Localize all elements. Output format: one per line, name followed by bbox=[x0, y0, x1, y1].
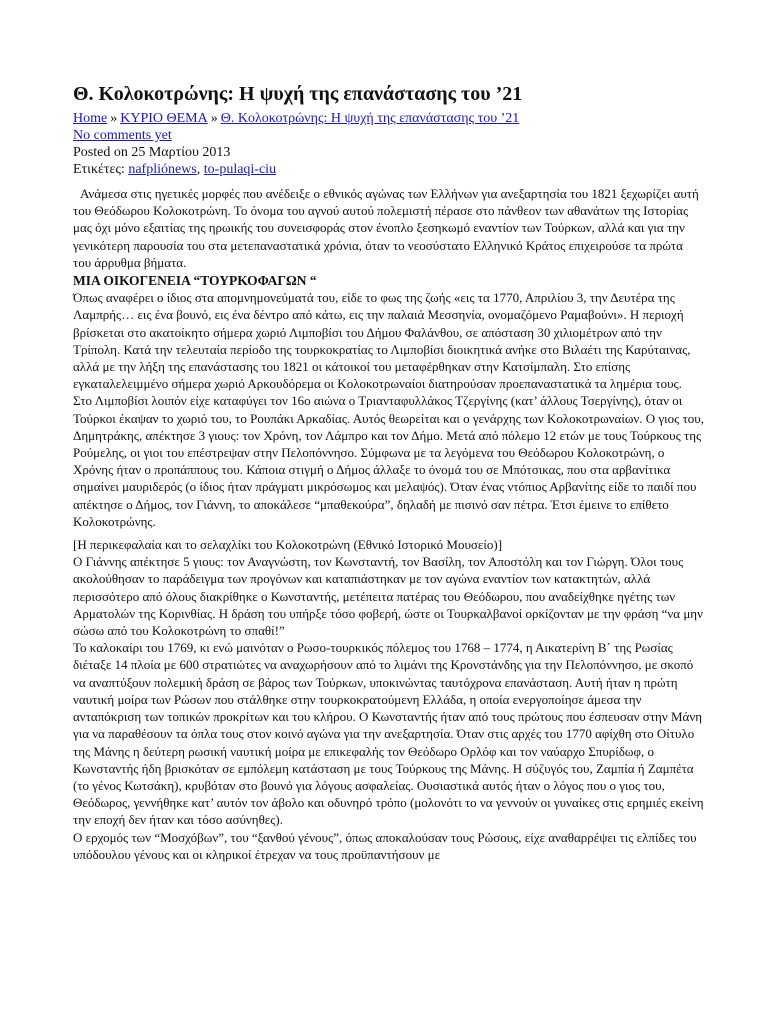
breadcrumb-article-link[interactable]: Θ. Κολοκοτρώνης: Η ψυχή της επανάστασης του ’21 bbox=[220, 111, 520, 126]
section-heading: ΜΙΑ ΟΙΚΟΓΕΝΕΙΑ “ΤΟΥΡΚΟΦΑΓΩΝ “ bbox=[73, 273, 317, 289]
breadcrumb-separator: » bbox=[110, 111, 118, 126]
tag-link[interactable]: nafpliónews bbox=[128, 162, 197, 177]
tag-link[interactable]: to-pulaqi-ciu bbox=[203, 162, 277, 177]
intro-paragraph: Ανάμεσα στις ηγετικές μορφές που ανέδειξε ο εθνικός αγώνας των Ελλήνων για ανεξαρτησία του 1821 ξεχωρίζει αυτή του Θεόδωρου Κολοκοτρώνη. Το όνομα του αγνού αυτού πολεμιστή πέρασε στο πάνθεον των αθανάτων της Ιστορίας μας όχι μόνο εξαιτίας της ηρωικής του συνεισφοράς στον ένοπλο ξεσηκωμό εναντίον των Τούρκων, αλλά και για την γενικότερη παρουσία του στα μετεπαναστατικά χρόνια, όταν το νεοσύστατο Ελληνικό Κράτος επιχειρούσε τα πρώτα του άρρυθμα βήματα. bbox=[73, 186, 699, 270]
body-paragraph: Ο Γιάννης απέκτησε 5 γιους: τον Αναγνώστη, τον Κωνσταντή, τον Βασίλη, τον Αποστόλη και τον Γιώργη. Όλοι τους ακολούθησαν το παράδειγμα των προγόνων και καταπιάστηκαν με τον αγώνα εναντίον των κατακτητών, αλλά περισσότερο από όλους διακρίθηκε ο Κωνσταντής, μετέπειτα πατέρας του Θεόδωρου, που αναδείχθηκε ηγέτης των Αρματολών της Κορινθίας. Η δράση του υπήρξε τόσο φοβερή, ώστε οι Τουρκαλβανοί ορκίζονταν με την φράση “να μην σώσω από του Κολοκοτρώνη το σπαθί!” bbox=[73, 554, 703, 639]
breadcrumb-home-link[interactable]: Home bbox=[73, 111, 108, 126]
comments-link[interactable]: No comments yet bbox=[73, 128, 172, 143]
breadcrumb bbox=[73, 110, 704, 127]
image-caption: [Η περικεφαλαία και το σελαχλίκι του Κολοκοτρώνη (Εθνικό Ιστορικό Μουσείο)] bbox=[73, 537, 503, 553]
body-paragraph: Το καλοκαίρι του 1769, κι ενώ μαινόταν ο Ρωσο-τουρκικός πόλεμος του 1768 – 1774, η Αικατερίνη Β΄ της Ρωσίας διέταξε 14 πλοία με 600 στρατιώτες να αναχωρήσουν από το λιμάνι της Κρονστάνδης για την Πελοπόννησο, με σκοπό να αναπτύξουν πολεμική δράση σε βάρος των Τούρκων, υποκινώντας ταυτόχρονα επανάσταση. Αυτή ήταν η πρώτη ναυτική μοίρα των Ρώσων που στάλθηκε στην τουρκοκρατούμενη Ελλάδα, η οποία ενεργοποίησε άμεσα την ανταπόκριση των τοπικών προκρίτων και του κλήρου. Ο Κωνσταντής ήταν από τους πρώτους που έσπευσαν στην Μάνη για να παραθέσουν τα όπλα τους στον κοινό αγώνα για την ανεξαρτησία. Όταν στις αρχές του 1770 αφίχθη στο Οίτυλο της Μάνης η δεύτερη ρωσική ναυτική μοίρα με επικεφαλής τον Θεόδωρο Ορλόφ και τον ναύαρχο Σπυρίδωφ, ο Κωνσταντής ήδη βρισκόταν σε εμπόλεμη κατάσταση με τους Τούρκους της Μάνης. Η σύζυγός του, Ζαμπία ή Ζαμπέτα (το γένος Κωτσάκη), κρυβόταν στο βουνό για λόγους ασφαλείας. Ουσιαστικά αυτός ήταν ο λόγος που ο γιος του, Θεόδωρος, γεννήθηκε κατ’ αυτόν τον άβολο και οδυνηρό τρόπο (μολονότι το να γεννούν οι γυναίκες στις ερημιές εκείνη την εποχή δεν ήταν και τόσο ασύνηθες). bbox=[73, 640, 704, 828]
tags-separator: , bbox=[196, 162, 201, 177]
breadcrumb-separator: » bbox=[210, 111, 218, 126]
body-paragraph: Στο Λιμποβίσι λοιπόν είχε καταφύγει τον 16ο αιώνα ο Τριανταφυλλάκος Τζεργίνης (κατ’ άλλους Τσεργίνης), όταν οι Τούρκοι έκαψαν το χωριό του, το Ρουπάκι Αρκαδίας. Αυτός θεωρείται και ο γενάρχης των Κολοκοτρωναίων. Ο γιος του, Δημητράκης, απέκτησε 3 γιους: τον Χρόνη, τον Λάμπρο και τον Δήμο. Μετά από πόλεμο 12 ετών με τους Τούρκους της Ρούμελης, οι γιοι του επέστρεψαν στην Πελοπόννησο. Σύμφωνα με τα λεγόμενα του Θεόδωρου Κολοκοτρώνη, ο Χρόνης ήταν ο προπάππους του. Κάποια στιγμή ο Δήμος άλλαξε το όνομά του σε Μπότσικας, που στα αρβανίτικα σημαίνει μαυριδερός (ο ίδιος ήταν πράγματι μικρόσωμος και μελαψός). Όταν ένας ντόπιος Αρβανίτης είδε το παιδί που απέκτησε ο Δήμος, τον Γιάννη, το αποκάλεσε “μπαθεκούρα”, δηλαδή με πισινό σαν πέτρα. Έτσι έμεινε το επίθετο Κολοκοτρώνης. bbox=[73, 393, 704, 529]
breadcrumb-category-link[interactable]: ΚΥΡΙΟ ΘΕΜΑ bbox=[120, 111, 208, 126]
body-paragraph: Όπως αναφέρει ο ίδιος στα απομνημονεύματά του, είδε το φως της ζωής «εις τα 1770, Απριλίου 3, την Δευτέρα της Λαμπρής… εις ένα βουνό, εις ένα δέντρο από κάτω, εις την παλαιά Μεσσηνία, ονομαζόμενο Ραμαβούνι». Η περιοχή βρίσκεται στο ακατοίκητο σήμερα χωριό Λιμποβίσι του Δήμου Φαλάνθου, σε απόσταση 30 χιλιομέτρων από την Τρίπολη. Κατά την τελευταία περίοδο της τουρκοκρατίας το Λιμποβίσι διοικητικά ανήκε στο Βιλαέτι της Καρύταινας, αλλά με την λήξη της επανάστασης του 1821 οι κάτοικοί του μεταφέρθηκαν στην Κατσίμπαλη. Στο επίσης εγκαταλελειμμένο σήμερα χωριό Αρκουδόρεμα οι Κολοκοτρωναίοι διατηρούσαν προεπαναστατικά τα λημέρια τους. bbox=[73, 290, 691, 392]
tags-label: Ετικέτες: bbox=[73, 162, 125, 177]
tags-line bbox=[73, 161, 704, 178]
post-date: Posted on 25 Μαρτίου 2013 bbox=[73, 145, 231, 160]
body-paragraph: Ο ερχομός των “Μοσχόβων”, του “ξανθού γένους”, όπως αποκαλούσαν τους Ρώσους, είχε αναθαρρέψει τις ελπίδες του υπόδουλου γένους και οι κληρικοί έτρεχαν να τους προϋπαντήσουν με bbox=[73, 829, 697, 862]
article-title: Θ. Κολοκοτρώνης: Η ψυχή της επανάστασης του ’21 bbox=[73, 83, 523, 105]
